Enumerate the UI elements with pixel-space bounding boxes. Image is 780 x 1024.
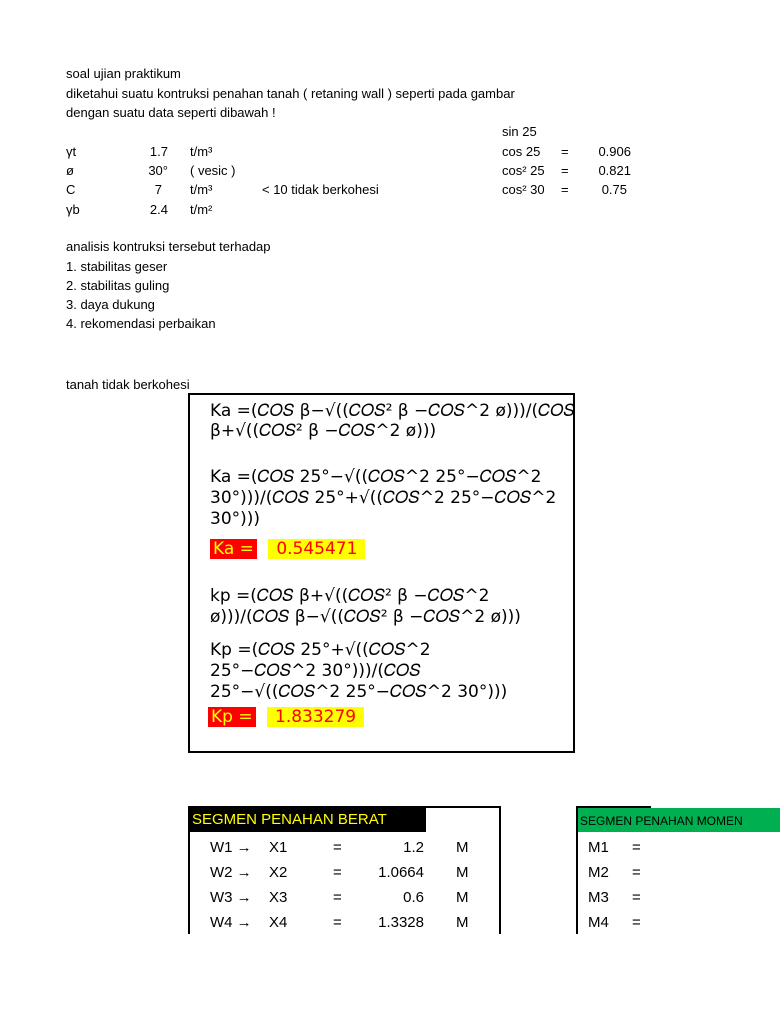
param-unit-gamma-b: t/m² bbox=[190, 202, 213, 217]
arm-value: 0.6 bbox=[403, 889, 424, 906]
equals-sign: = bbox=[632, 914, 641, 931]
ka-result-label: Ka = bbox=[210, 539, 257, 559]
param-unit-gamma-t: t/m³ bbox=[190, 144, 213, 159]
trig-value-2: 0.906 bbox=[598, 144, 631, 159]
param-value-gamma-b: 2.4 bbox=[149, 202, 168, 217]
soil-label: tanah tidak berkohesi bbox=[66, 377, 190, 392]
segment-moment-header: SEGMEN PENAHAN MOMEN bbox=[578, 808, 780, 832]
trig-eq-2: = bbox=[561, 144, 569, 159]
moment-label: M1 bbox=[588, 839, 609, 856]
equals-sign: = bbox=[632, 864, 641, 881]
trig-eq-3: = bbox=[561, 163, 569, 178]
weight-label: W2 → bbox=[210, 864, 252, 881]
analysis-item-3: 3. daya dukung bbox=[66, 297, 155, 312]
table-row bbox=[578, 835, 651, 860]
weight-label: W3 → bbox=[210, 889, 252, 906]
param-unit-c: t/m³ bbox=[190, 182, 213, 197]
param-value-gamma-t: 1.7 bbox=[149, 144, 168, 159]
arm-label: X1 bbox=[269, 839, 288, 856]
equals-sign: = bbox=[632, 839, 641, 856]
moment-label: M4 bbox=[588, 914, 609, 931]
ka-substituted-line-1: Ka =(𝐶𝑂𝑆 25°−√((𝐶𝑂𝑆^2 25°−𝐶𝑂𝑆^2 bbox=[210, 467, 542, 487]
segment-weight-table bbox=[188, 806, 501, 934]
analysis-item-1: 1. stabilitas geser bbox=[66, 259, 168, 274]
trig-value-3: 0.821 bbox=[598, 163, 631, 178]
trig-label-1: sin 25 bbox=[502, 124, 537, 139]
table-row bbox=[578, 860, 651, 885]
weight-label: W4 → bbox=[210, 914, 252, 931]
formula-box bbox=[188, 393, 575, 753]
equals-sign: = bbox=[333, 889, 342, 906]
ka-general-line-1: Ka =(𝐶𝑂𝑆 β−√((𝐶𝑂𝑆² β −𝐶𝑂𝑆^2 ø)))/(𝐶𝑂𝑆 bbox=[210, 401, 575, 421]
ka-result-value: 0.545471 bbox=[268, 539, 365, 559]
analysis-title: analisis kontruksi tersebut terhadap bbox=[66, 239, 271, 254]
intro-line-3: dengan suatu data seperti dibawah ! bbox=[66, 105, 276, 120]
param-value-phi: 30° bbox=[148, 163, 168, 178]
unit-label: M bbox=[456, 914, 469, 931]
kp-result bbox=[208, 707, 364, 727]
table-row bbox=[190, 885, 499, 910]
kp-substituted-line-1: Kp =(𝐶𝑂𝑆 25°+√((𝐶𝑂𝑆^2 bbox=[210, 640, 431, 660]
trig-value-4: 0.75 bbox=[601, 182, 627, 197]
kp-general-line-1: kp =(𝐶𝑂𝑆 β+√((𝐶𝑂𝑆² β −𝐶𝑂𝑆^2 bbox=[210, 586, 490, 606]
param-symbol-c: C bbox=[66, 182, 76, 197]
param-value-c: 7 bbox=[154, 182, 162, 197]
weight-label: W1 → bbox=[210, 839, 252, 856]
trig-eq-4: = bbox=[561, 182, 569, 197]
trig-label-2: cos 25 bbox=[502, 144, 541, 159]
table-row bbox=[578, 885, 651, 910]
kp-substituted-line-2: 25°−𝐶𝑂𝑆^2 30°)))/(𝐶𝑂𝑆 bbox=[210, 661, 421, 681]
table-row bbox=[190, 860, 499, 885]
ka-result bbox=[210, 539, 365, 559]
unit-label: M bbox=[456, 839, 469, 856]
table-row bbox=[190, 910, 499, 935]
arm-label: X2 bbox=[269, 864, 288, 881]
ka-substituted-line-3: 30°))) bbox=[210, 509, 261, 529]
kp-result-value: 1.833279 bbox=[267, 707, 364, 727]
moment-label: M2 bbox=[588, 864, 609, 881]
intro-line-2: diketahui suatu kontruksi penahan tanah ( retaning wall ) seperti pada gambar bbox=[66, 86, 515, 101]
equals-sign: = bbox=[333, 914, 342, 931]
unit-label: M bbox=[456, 864, 469, 881]
ka-general-line-2: β+√((𝐶𝑂𝑆² β −𝐶𝑂𝑆^2 ø))) bbox=[210, 421, 437, 441]
param-symbol-phi: ø bbox=[66, 163, 74, 178]
arm-value: 1.3328 bbox=[378, 914, 424, 931]
equals-sign: = bbox=[333, 839, 342, 856]
kp-general-line-2: ø)))/(𝐶𝑂𝑆 β−√((𝐶𝑂𝑆² β −𝐶𝑂𝑆^2 ø))) bbox=[210, 607, 521, 627]
param-symbol-gamma-t: γt bbox=[66, 144, 77, 159]
kp-substituted-line-3: 25°−√((𝐶𝑂𝑆^2 25°−𝐶𝑂𝑆^2 30°))) bbox=[210, 682, 508, 702]
trig-label-4: cos² 30 bbox=[502, 182, 545, 197]
kp-result-label: Kp = bbox=[208, 707, 256, 727]
segment-moment-table bbox=[576, 806, 743, 934]
param-symbol-gamma-b: γb bbox=[66, 202, 80, 217]
trig-label-3: cos² 25 bbox=[502, 163, 545, 178]
ka-substituted-line-2: 30°)))/(𝐶𝑂𝑆 25°+√((𝐶𝑂𝑆^2 25°−𝐶𝑂𝑆^2 bbox=[210, 488, 557, 508]
analysis-item-4: 4. rekomendasi perbaikan bbox=[66, 316, 216, 331]
arm-label: X4 bbox=[269, 914, 288, 931]
arm-value: 1.2 bbox=[403, 839, 424, 856]
param-note-c: < 10 tidak berkohesi bbox=[262, 182, 379, 197]
param-unit-phi: ( vesic ) bbox=[190, 163, 236, 178]
table-row bbox=[190, 835, 499, 860]
table-row bbox=[578, 910, 651, 935]
arm-value: 1.0664 bbox=[378, 864, 424, 881]
arm-label: X3 bbox=[269, 889, 288, 906]
moment-label: M3 bbox=[588, 889, 609, 906]
equals-sign: = bbox=[632, 889, 641, 906]
analysis-item-2: 2. stabilitas guling bbox=[66, 278, 170, 293]
intro-line-1: soal ujian praktikum bbox=[66, 66, 181, 81]
segment-weight-header: SEGMEN PENAHAN BERAT bbox=[190, 808, 426, 832]
unit-label: M bbox=[456, 889, 469, 906]
equals-sign: = bbox=[333, 864, 342, 881]
